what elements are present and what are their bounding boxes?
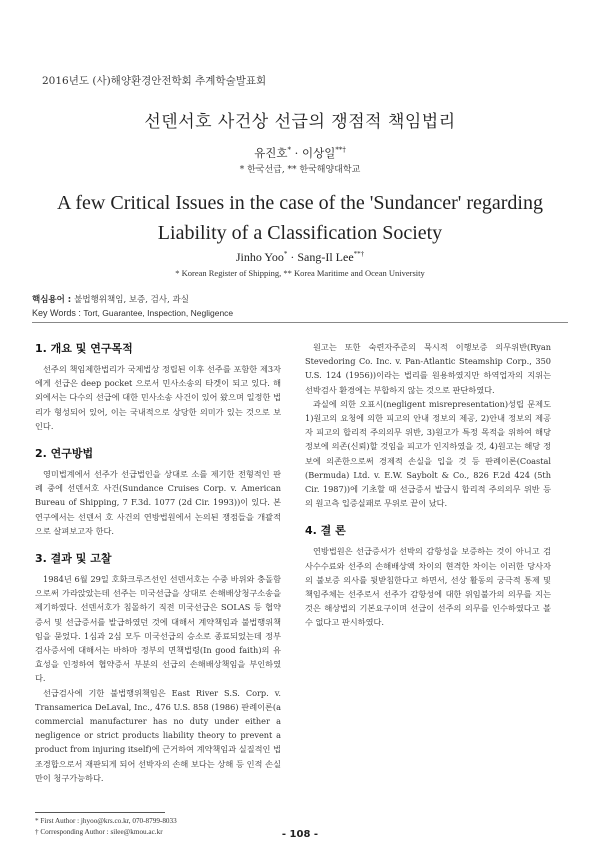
right-column [305,340,551,630]
author-2-mark: **† [335,146,346,155]
english-authors [0,250,600,265]
footnote-first-author: * First Author : jhyoo@krs.co.kr, 070-8799-8033 [35,817,177,825]
keywords-english-text: Tort, Guarantee, Inspection, Negligence [83,308,234,318]
section-3-paragraph-3: 원고는 또한 숙련자주준의 묵시적 이행보증 의무위반(Ryan Stevedoring Co. Inc. v. Pan-Atlantic Steamship Corp., 350 U.S. 124 (1956))이라는 법리를 원용하였지만 하역업자의 지위는 선박검사 환경에는 부합하지 않는 것으로 판단하였다. [305,342,551,395]
header-divider [32,322,568,323]
section-1-paragraph: 선주의 책임제한법리가 국제법상 정립된 이후 선주를 포함한 제3자에게 선급은 deep pocket 으로서 민사소송의 타겟이 되고 있다. 해외에서는 다수의 선급에 대한 민사소송 사건이 있어 왔으며 일정한 법리가 형성되어 있어, 이는 국내적으로 상당한 의미가 있는 것으로 보인다. [35,364,281,431]
page-number: - 108 - [281,829,319,840]
author-2-en: Sang-Il Lee [297,250,354,264]
korean-title: 선덴서호 사건상 선급의 쟁점적 책임법리 [144,112,456,132]
section-3-paragraph-2: 선급검사에 기한 불법행위책임은 East River S.S. Corp. v. Transamerica DeLaval, Inc., 476 U.S. 858 (1986) 판례이론(a commercial manufacturer has no duty under either a negligence or strict products liability theory to prevent a product from injuring itself)에 근거하여 계약책임과 실질적인 법조경합으로서 재판되게 되어 선박자의 손해 보다는 상해 등 인적 손실만이 청구가능하다. [35,687,281,783]
conference-header: 2016년도 (사)해양환경안전학회 추계학술발표회 [42,75,267,87]
english-affiliations: * Korean Register of Shipping, ** Korea Maritime and Ocean University [175,268,425,278]
section-3-paragraph-1: 1984년 6월 29일 호화크루즈선인 선덴서호는 수중 바위와 충돌함으로써 가라앉았는데 선주는 미국선급을 상대로 손해배상청구소송을 제기하였다. 선덴서호가 침몰하기 직전 미국선급은 SOLAS 등 협약증서 및 선급증서를 발급하였던 것에 대해서 계약책임과 불법행위책임을 묻었다. 1심과 2심 모두 미국선급의 승소로 종료되었는데 정부검사증서에 대해서는 바하마 정부의 면책법령(In good faith)의 유효성을 인정하여 협약증서 부분의 선급의 손해배상책임을 부인하였다. [35,574,281,684]
korean-affiliations: * 한국선급, ** 한국해양대학교 [239,165,361,175]
author-1-en-mark: * [283,250,288,258]
english-title: A few Critical Issues in the case of the 'Sundancer' regarding Liability of a Classification Society [57,192,543,244]
author-1-en: Jinho Yoo [235,250,284,264]
author-separator: · [291,146,302,160]
section-2-paragraph: 영미법계에서 선주가 선급법인을 상대로 소를 제기한 전형적인 판례 중에 선덴서호 사건(Sundance Cruises Corp. v. American Bureau of Shipping, 7 F.3d. 1077 (2d Cir. 1993))이 있다. 본 연구에서는 선덴서 호 사건의 연방법원에서 논의된 쟁점들을 개괄적으로 살펴보고자 한다. [35,469,281,536]
keywords-english [32,308,233,318]
section-2-heading: 2. 연구방법 [35,447,94,461]
keywords-korean-text: 불법행위책임, 보증, 검사, 과실 [74,295,189,305]
section-3-heading: 3. 결과 및 고찰 [35,552,112,566]
author-1-mark: * [287,146,292,155]
section-3-paragraph-4: 과실에 의한 오표시(negligent misrepresentation)성립 문제도 1)원고의 요청에 의한 피고의 안내 정보의 제공, 2)안내 정보의 제공자 피고의 합리적 주의의무 위반, 3)원고가 특정 목적을 위하여 해당 정보에 의존(신뢰)할 것임을 피고가 인지하였을 것, 4)원고는 해당 정보에 의존한으로써 경제적 손실을 입을 것 등 판례이론(Coastal (Bermuda) Ltd. v. E.W. Saybolt & Co., 826 F.2d 424 (5th Cir. 1987))에 기초할 때 선급증서 발급시 합리적 주의의무 위반 등의 원고측 입증실패로 무위로 끝이 났다. [305,398,551,509]
footnote-divider [35,812,165,813]
author-1-ko: 유진호 [254,146,288,160]
author-en-separator: · [287,250,298,264]
section-4-paragraph: 연방법원은 선급증서가 선박의 감항성을 보증하는 것이 아니고 검사수수료와 선주의 손해배상액 차이의 현격한 차이는 이러한 당사자의 불보증 의사를 뒷받침한다고 하면서, 선상 활동의 궁극적 통제 및 책임주체는 선주로서 선주가 감항성에 대한 위임불가의 의무를 지는 것은 해상법의 기본요구이며 선급이 선주의 의무를 인수하였다고 볼 수 없다고 판시하였다. [305,546,551,628]
keywords-korean [32,293,189,305]
korean-authors [0,145,600,161]
section-1-heading: 1. 개요 및 연구목적 [35,342,133,355]
footnote-corresponding-author: † Corresponding Author : silee@kmou.ac.kr [35,828,163,836]
author-2-en-mark: **† [353,250,365,258]
section-4-heading: 4. 결 론 [305,524,346,538]
author-2-ko: 이상일 [301,146,336,160]
keywords-korean-label: 핵심용어 : [32,295,75,305]
left-column [35,340,281,785]
keywords-english-label: Key Words : [32,308,84,318]
